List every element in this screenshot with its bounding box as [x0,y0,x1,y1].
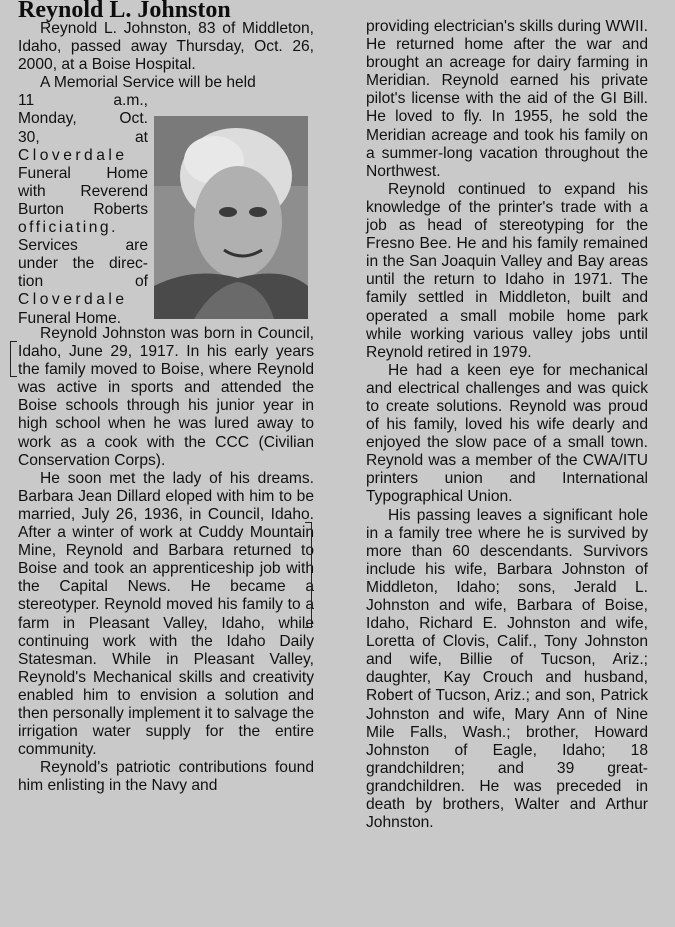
intro-text: Reynold L. Johnston, 83 of Middleton, Idaho, passed away Thursday, Oct. 26, 2000, at a Boise Hospital. [18,20,314,74]
right-column [366,18,648,832]
intro-paragraph [18,20,314,74]
passing-text: His passing leaves a significant hole in a family tree where he is survived by more than 60 descendants. Survivors include his wife, Barbara Johnston of Middleton, Idaho; sons, Jerald L. Johnston and wife, Barbara of Boise, Idaho, Richard E. Johnston and wife, Loretta of Clovis, Calif., Tony Johnston and wife, Billie of Tucson, Ariz.; daughter, Kay Crouch and husband, Robert of Tucson, Ariz.; and son, Patrick Johnston and wife, Mary Ann of Nine Mile Falls, Wash.; brother, Howard Johnston of Eagle, Idaho; 18 grandchildren; and 39 great-grandchildren. He was preceded in death by brothers, Walter and Arthur Johnston. [366,506,648,832]
portrait-image [154,116,308,319]
printer-paragraph [366,181,648,362]
memorial-line: tion of [18,273,148,291]
continued-paragraph: providing electrician's skills during WWII. He returned home after the war and brought an acreage for dairy farming in Meridian. Reynold earned his private pilot's license with the aid of the GI Bill. He loved to fly. In 1955, he sold the Meridian acreage and took his family on a summer-long vacation throughout the Northwest. [366,18,648,180]
portrait-photo [154,116,308,319]
memorial-line: Burton Roberts [18,200,148,218]
patriotic-text: Reynold's patriotic contributions found him enlisting in the Navy and [18,759,314,795]
memorial-line: Funeral Home. [18,309,122,327]
eye-paragraph [366,362,648,507]
passing-paragraph [366,507,648,833]
met-paragraph [18,470,314,760]
left-column-continued [18,325,314,795]
memorial-line: A Memorial Service will be held [40,74,256,92]
patriotic-paragraph [18,759,314,795]
memorial-first-line [18,74,314,92]
memorial-line: Services are [18,237,148,255]
memorial-line: Cloverdale [18,291,128,309]
memorial-line: with Reverend [18,182,148,200]
printer-text: Reynold continued to expand his knowledge of the printer's trade with a job as head of stereotyping for the Fresno Bee. He and his family remained in the San Joaquin Valley and Bay areas until the return to Idaho in 1971. The family settled in Middleton, built and operated a small mobile home park while working various valley jobs until Reynold retired in 1979. [366,180,648,361]
memorial-line: under the direc- [18,255,148,273]
memorial-line: 11 a.m., [18,92,148,110]
born-text: Reynold Johnston was born in Council, Idaho, June 29, 1917. In his early years the family moved to Boise, where Reynold was active in sports and attended the Boise schools through his junior year in high school when he was lured away to work as a cook with the CCC (Civilian Conservation Corps). [18,325,314,469]
memorial-line: Monday, Oct. [18,110,148,128]
memorial-line: officiating. [18,219,118,237]
met-text: He soon met the lady of his dreams. Barbara Jean Dillard eloped with him to be married, July 26, 1936, in Council, Idaho. After a winter of work at Cuddy Mountain Mine, Reynold and Barbara returned to Boise and took an apprenticeship job with the Capital News. He became a stereotyper. Reynold moved his family to a farm in Pleasant Valley, Idaho, while continuing work with the Idaho Daily Statesman. While in Pleasant Valley, Reynold's Mechanical skills and creativity enabled him to envision a solution and then personally implement it to salvage the irrigation water supply for the entire community. [18,469,314,759]
pen-bracket-mark [10,341,17,377]
obituary-headline: Reynold L. Johnston [18,0,231,23]
memorial-wrapped-lines [18,92,148,327]
eye-text: He had a keen eye for mechanical and electrical challenges and was quick to create solutions. Reynold was proud of his family, loved his wife dearly and enjoyed the slow pace of a small town. Reynold was a member of the CWA/ITU printers union and International Typographical Union. [366,361,648,506]
memorial-line: Cloverdale [18,146,128,164]
memorial-line: 30, at [18,128,148,146]
memorial-line: Funeral Home [18,164,148,182]
born-paragraph [18,325,314,470]
